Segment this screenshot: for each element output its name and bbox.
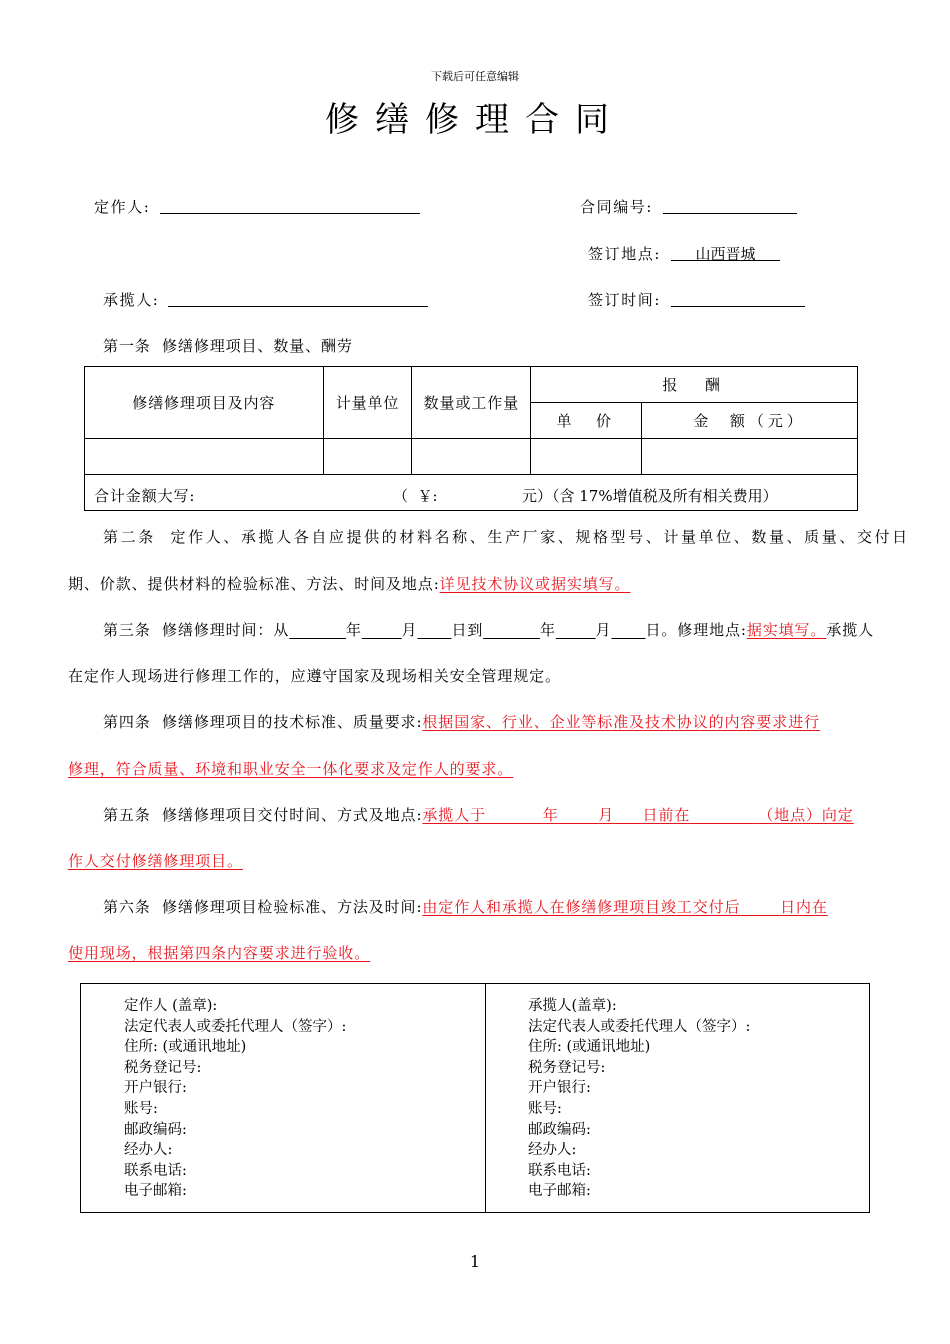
article-5-red2: 作人交付修缮修理项目。: [68, 852, 243, 870]
contractor-label: 承揽人:: [103, 291, 160, 309]
contractor-handler[interactable]: 经办人:: [528, 1142, 577, 1159]
header-item-content: 修缮修理项目及内容: [85, 367, 324, 439]
total-label: 合计金额大写:: [94, 487, 196, 505]
client-signature-column: [124, 996, 346, 1202]
article-2-line2: 期、价款、提供材料的检验标准、方法、时间及地点:详见技术协议或据实填写。: [68, 575, 631, 593]
client-account[interactable]: 账号:: [124, 1100, 158, 1117]
article-2-red: 详见技术协议或据实填写。: [439, 575, 631, 593]
contractor-account[interactable]: 账号:: [528, 1100, 562, 1117]
signature-box: [80, 983, 870, 1213]
client-seal[interactable]: 定作人 (盖章):: [124, 998, 218, 1014]
total-yuan-open: （ ￥:: [393, 487, 438, 505]
contractor-phone[interactable]: 联系电话:: [528, 1162, 591, 1179]
article-4-red2: 修理，符合质量、环境和职业安全一体化要求及定作人的要求。: [68, 760, 514, 778]
sign-time-label: 签订时间:: [588, 291, 662, 309]
client-blank[interactable]: [160, 196, 420, 214]
contractor-address[interactable]: 住所: (或通讯地址): [528, 1039, 651, 1056]
page-number: 1: [469, 1252, 481, 1271]
cell-quantity[interactable]: [412, 439, 531, 475]
article-6-red2: 使用现场，根据第四条内容要求进行验收。: [68, 944, 371, 962]
contractor-postcode[interactable]: 邮政编码:: [528, 1121, 591, 1138]
article-4-line1: 第四条 修缮修理项目的技术标准、质量要求:根据国家、行业、企业等标准及技术协议的内容要求进行: [103, 713, 820, 731]
header-remuneration: 报 酬: [531, 367, 858, 403]
client-email[interactable]: 电子邮箱:: [124, 1183, 187, 1200]
table-row: [85, 439, 858, 475]
article-2-line1: 第二条 定作人、承揽人各自应提供的材料名称、生产厂家、规格型号、计量单位、数量、质量、交付日: [103, 528, 910, 546]
client-bank[interactable]: 开户银行:: [124, 1080, 187, 1097]
signature-divider: [485, 984, 486, 1212]
contractor-email[interactable]: 电子邮箱:: [528, 1183, 591, 1200]
header-unit-price: 单 价: [531, 403, 642, 439]
client-label: 定作人:: [94, 198, 151, 216]
header-note: 下载后可任意编辑: [431, 70, 519, 83]
header-amount: 金 额（元）: [642, 403, 858, 439]
article-6-line1: 第六条 修缮修理项目检验标准、方法及时间:由定作人和承揽人在修缮修理项目竣工交付后 日内在: [103, 898, 828, 916]
contractor-seal[interactable]: 承揽人(盖章):: [528, 998, 617, 1014]
total-yuan-close: 元）（含 17%增值税及所有相关费用）: [522, 487, 778, 505]
cell-amount[interactable]: [642, 439, 858, 475]
article-4-red1: 根据国家、行业、企业等标准及技术协议的内容要求进行: [422, 713, 820, 731]
article-3-line1: 第三条 修缮修理时间：从 年 月 日到 年 月 日。修理地点:据实填写。承揽人: [103, 621, 875, 639]
contract-no-label: 合同编号:: [580, 198, 654, 216]
article-5-line1: 第五条 修缮修理项目交付时间、方式及地点:承揽人于 年 月 日前在 （地点）向定: [103, 806, 854, 824]
cell-unit-price[interactable]: [531, 439, 642, 475]
client-address[interactable]: 住所: (或通讯地址): [124, 1039, 247, 1056]
cell-item[interactable]: [85, 439, 324, 475]
client-handler[interactable]: 经办人:: [124, 1142, 173, 1159]
contractor-signature-column: [528, 996, 750, 1202]
article-6-red1: 由定作人和承揽人在修缮修理项目竣工交付后 日内在: [422, 898, 828, 916]
article-1-heading: 第一条 修缮修理项目、数量、酬劳: [103, 337, 353, 355]
fee-table: [84, 366, 858, 511]
client-tax-no[interactable]: 税务登记号:: [124, 1059, 202, 1076]
header-unit: 计量单位: [323, 367, 412, 439]
client-phone[interactable]: 联系电话:: [124, 1162, 187, 1179]
sign-place-value: 山西晋城: [695, 245, 756, 263]
contractor-bank[interactable]: 开户银行:: [528, 1080, 591, 1097]
total-row: [85, 475, 858, 511]
contract-no-blank[interactable]: [663, 196, 797, 214]
article-3-red: 据实填写。: [746, 621, 827, 639]
client-postcode[interactable]: 邮政编码:: [124, 1121, 187, 1138]
article-5-red1: 承揽人于 年 月 日前在 （地点）向定: [422, 806, 854, 824]
article-3-line2: 在定作人现场进行修理工作的，应遵守国家及现场相关安全管理规定。: [68, 667, 561, 685]
sign-place-label: 签订地点:: [588, 245, 662, 263]
contractor-tax-no[interactable]: 税务登记号:: [528, 1059, 606, 1076]
contractor-representative[interactable]: 法定代表人或委托代理人（签字）:: [528, 1018, 751, 1035]
sign-time-blank[interactable]: [671, 289, 805, 307]
client-representative[interactable]: 法定代表人或委托代理人（签字）:: [124, 1018, 347, 1035]
contractor-blank[interactable]: [168, 289, 428, 307]
contract-title: 修缮修理合同: [325, 100, 625, 140]
cell-unit[interactable]: [323, 439, 412, 475]
header-quantity: 数量或工作量: [412, 367, 531, 439]
